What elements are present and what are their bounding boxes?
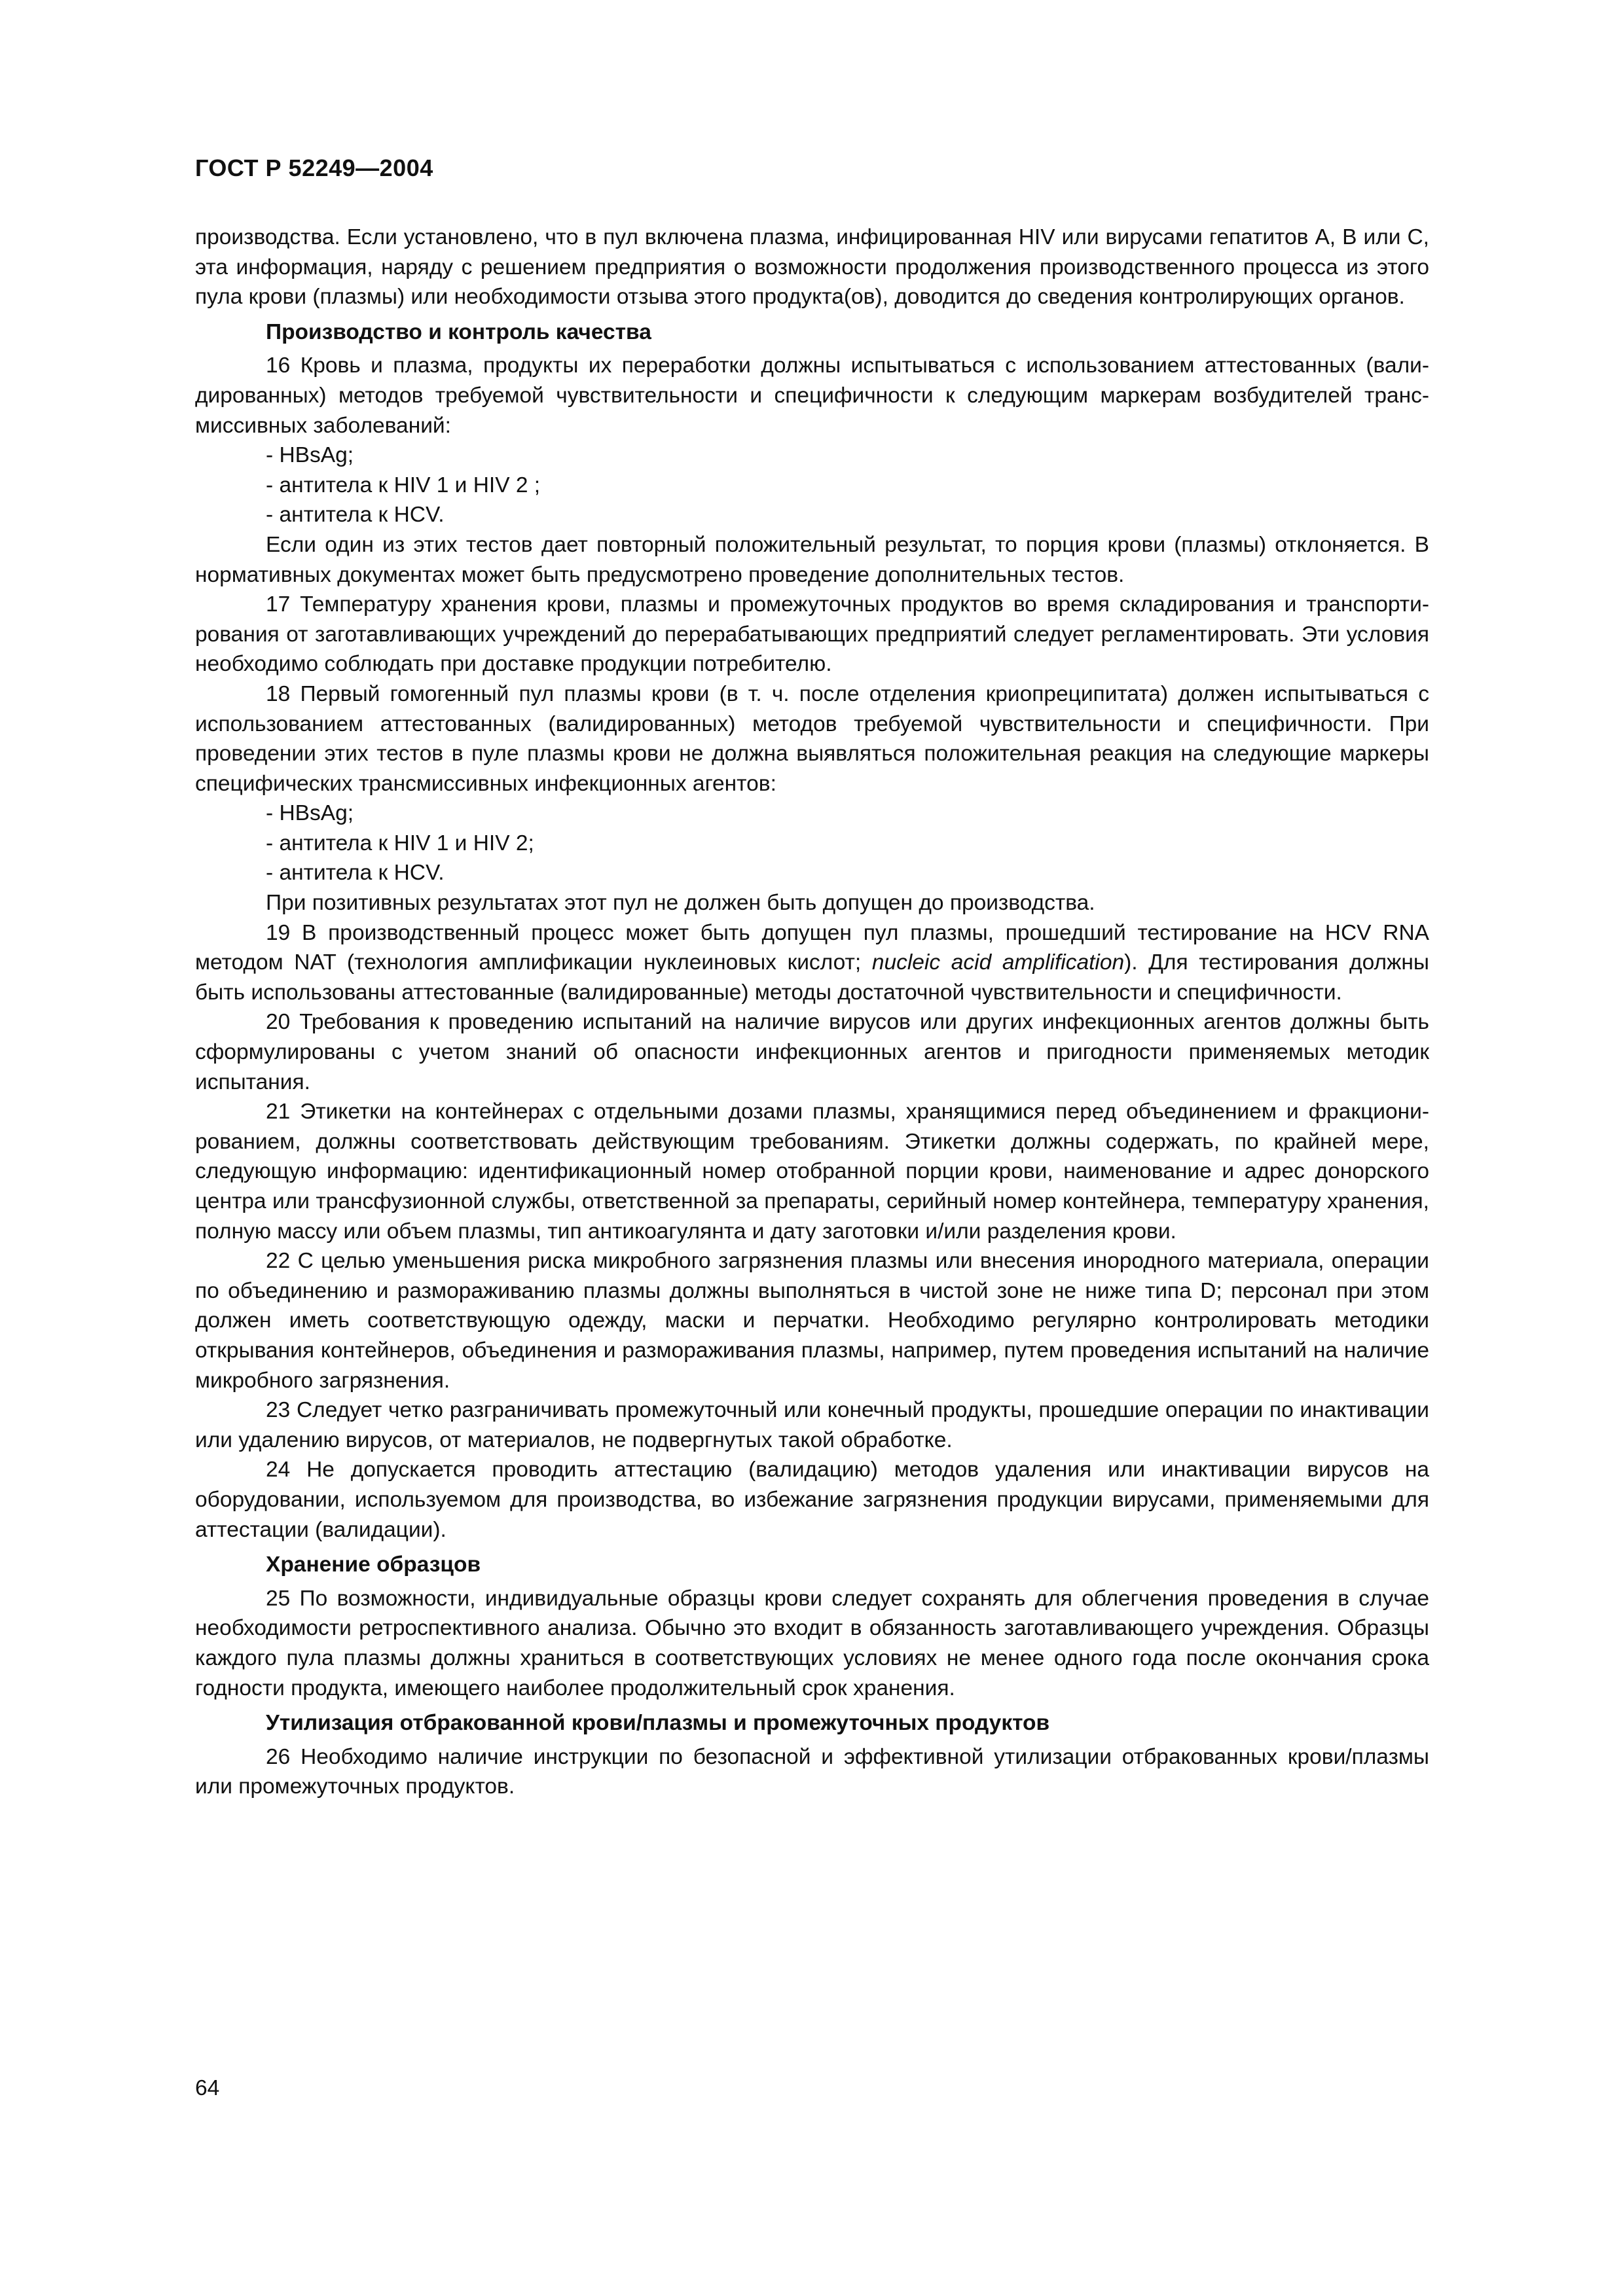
list-item: - антитела к HCV. — [266, 861, 445, 886]
paragraph-24: 24 Не допускается проводить аттестацию (валидацию) методов удаления или инактивации вирусов на оборудовании, используемом для производства, во избежание загрязнения продукции вирусами, применяемыми для аттестации (валидации). — [195, 1458, 1429, 1542]
list-item: - антитела к HIV 1 и HIV 2; — [266, 831, 534, 855]
list-item: - HBsAg; — [266, 443, 354, 468]
section-heading-storage: Хранение образцов — [266, 1552, 481, 1577]
paragraph-17: 17 Температуру хранения крови, плазмы и промежуточных продуктов во время складирования и транспортирования от заготавливающих учреждений до перерабатывающих предприятий следует регламентировать. Эти условия необходимо соблюдать при доставке продукции потребителю. — [195, 592, 1429, 677]
document-header: ГОСТ Р 52249—2004 — [195, 154, 433, 181]
paragraph-25: 25 По возможности, индивидуальные образцы крови следует сохранять для облегчения проведения в случае необходимости ретроспективного анализа. Обычно это входит в обязанность заготавливающего учреждения. Образцы каждого пула плазмы должны храниться в соответствующих условиях не менее одного года после окончания срока годности продукта, имеющего наиболее продолжительный срок хранения. — [195, 1586, 1429, 1700]
paragraph-19-italic-term: nucleic acid amplification — [871, 950, 1125, 975]
paragraph-16: 16 Кровь и плазма, продукты их переработки должны испытываться с использованием аттестованных (валидированных) методов требуемой чувствительности и специфичности к следующим маркерам возбудителей трансмиссивных заболеваний: — [195, 353, 1429, 438]
paragraph-21: 21 Этикетки на контейнерах с отдельными дозами плазмы, хранящимися перед объединением и фракционированием, должны соответствовать действующим требованиям. Этикетки должны содержать, по крайней мере, следующую информацию: идентификационный номер отобранной порции крови, наименование и адрес донорского центра или трансфузионной службы, ответственной за препараты, серийный номер контейнера, температуру хранения, полную массу или объем плазмы, тип антикоагулянта и дату заготовки и/или разделения крови. — [195, 1100, 1429, 1244]
paragraph-19-text-b: ). Для тестирования должны быть использованы аттестованные (валидированные) методы достаточной чувствительности и специфичности. — [195, 950, 1430, 1005]
paragraph-18-continued: При позитивных результатах этот пул не должен быть допущен до производства. — [266, 891, 1095, 916]
paragraph-20: 20 Требования к проведению испытаний на наличие вирусов или других инфекционных агентов должны быть сформулированы с учетом знаний об опасности инфекционных агентов и пригодности применяемых методик испытания. — [195, 1010, 1429, 1094]
list-item: - HBsAg; — [266, 801, 354, 826]
paragraph-19 — [195, 918, 1429, 1008]
list-item: - антитела к HCV. — [266, 503, 445, 528]
paragraph-18: 18 Первый гомогенный пул плазмы крови (в т. ч. после отделения криопреципитата) должен испытываться с использованием аттестованных (валидированных) методов требуемой чувствительности и специфичности. При проведении этих тестов в пуле плазмы крови не должна выявляться положительная реакция на следующие маркеры специфических трансмиссивных инфекционных агентов: — [195, 681, 1429, 796]
section-heading-production: Производство и контроль качества — [266, 319, 651, 344]
paragraph-intro: производства. Если установлено, что в пул включена плазма, инфицированная HIV или вирусами гепатитов А, В или С, эта информация, наряду с решением предприятия о возможности продолжения производственного процесса из этого пула крови (плазмы) или необходимости отзыва этого продукта(ов), доводится до сведения контролирующих органов. — [195, 225, 1429, 310]
paragraph-22: 22 С целью уменьшения риска микробного загрязнения плазмы или внесения инородного материала, операции по объединению и размораживанию плазмы должны выполняться в чистой зоне не ниже типа D; персонал при этом должен иметь соответствующую одежду, маски и перчатки. Необходимо регулярно контролировать методики открывания контейнеров, объединения и размораживания плазмы, например, путем проведения испытаний на наличие микробного загрязнения. — [195, 1249, 1429, 1393]
paragraph-16-continued: Если один из этих тестов дает повторный положительный результат, то порция крови (плазмы) отклоняется. В нормативных документах может быть предусмотрено проведение дополнительных тестов. — [195, 532, 1429, 587]
paragraph-19-text-a: 19 В производственный процесс может быть допущен пул плазмы, прошедший тестирование на HCV RNA методом NAT (технология амплификации нуклеиновых кислот; — [195, 920, 1429, 975]
paragraph-26: 26 Необходимо наличие инструкции по безопасной и эффективной утилизации отбракованных крови/плазмы или промежуточных продуктов. — [195, 1744, 1429, 1799]
page-number: 64 — [195, 2076, 220, 2100]
section-heading-disposal: Утилизация отбракованной крови/плазмы и промежуточных продуктов — [266, 1711, 1050, 1736]
paragraph-23: 23 Следует четко разграничивать промежуточный или конечный продукты, прошедшие операции по инактивации или удалению вирусов, от материалов, не подвергнутых такой обработке. — [195, 1398, 1429, 1452]
list-item: - антитела к HIV 1 и HIV 2 ; — [266, 473, 541, 497]
document-body — [195, 223, 1429, 1802]
